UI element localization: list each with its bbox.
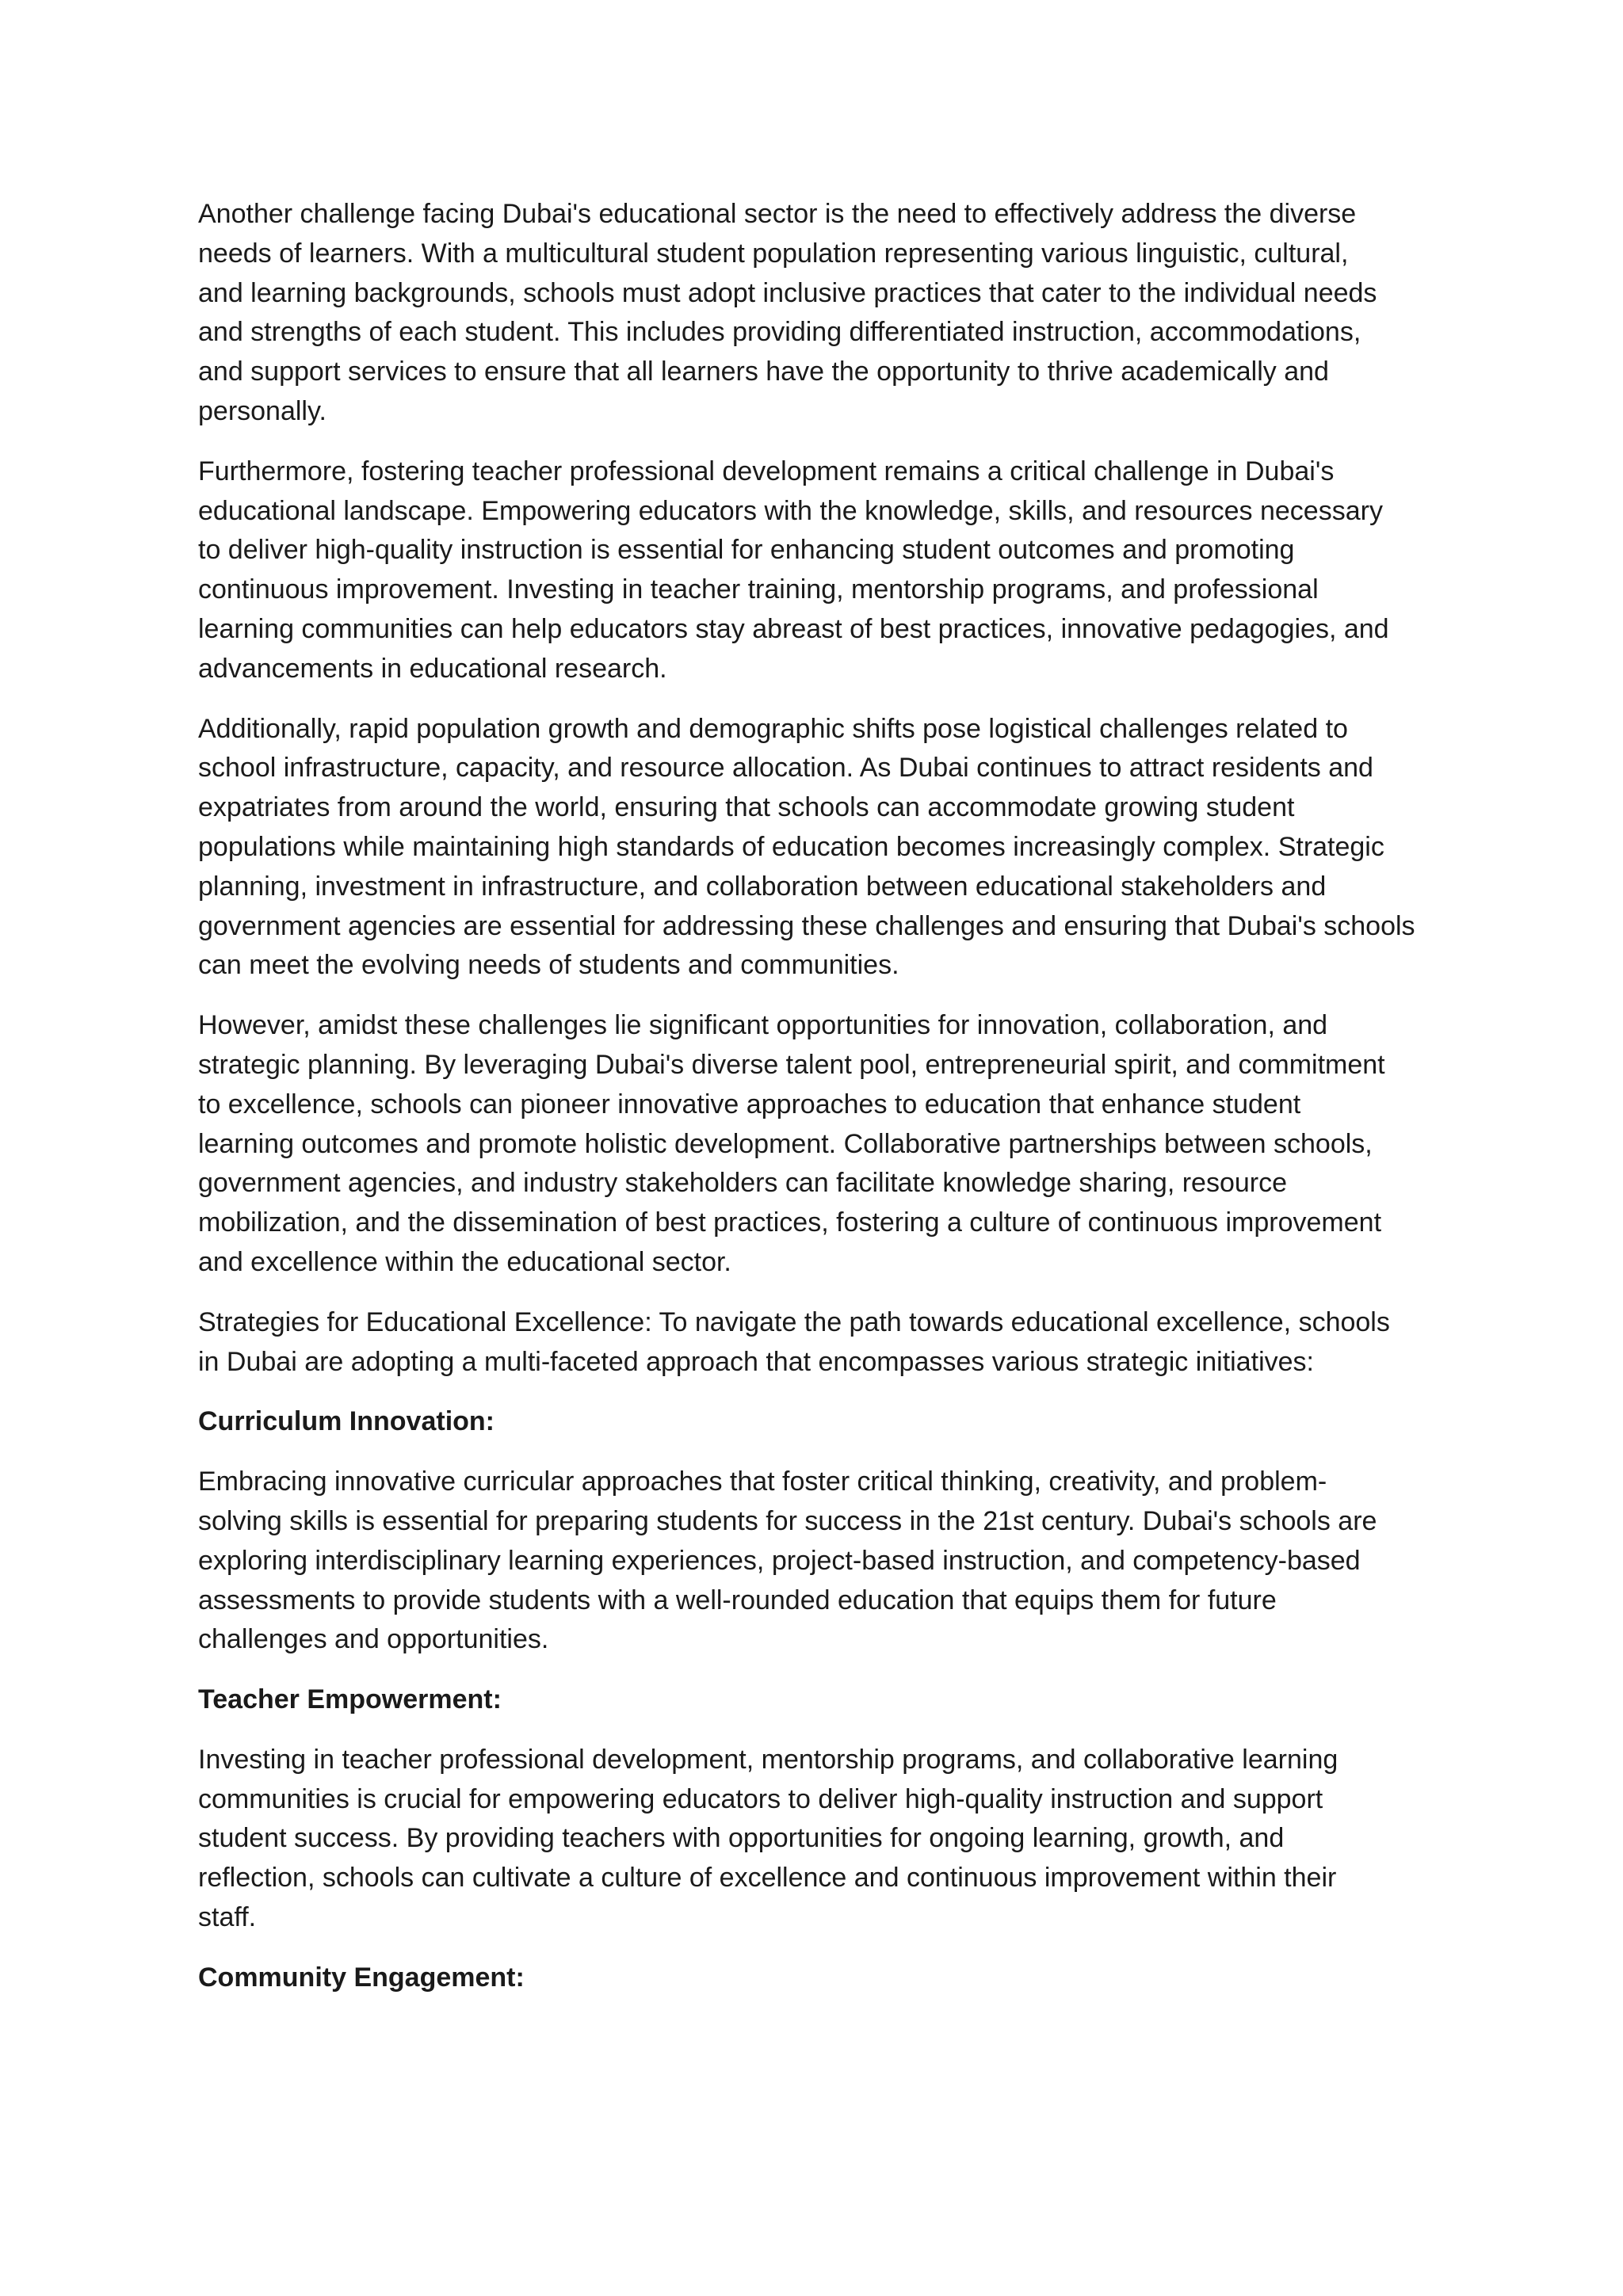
text-line: Embracing innovative curricular approaches that foster critical thinking, creativity, and problem-: [198, 1466, 1327, 1497]
text-line: learning communities can help educators stay abreast of best practices, innovative pedagogies, and: [198, 613, 1389, 644]
paragraph-teacher-empowerment: [198, 1741, 1442, 1938]
text-line: staff.: [198, 1902, 257, 1933]
text-line: Investing in teacher professional development, mentorship programs, and collaborative learning: [198, 1744, 1338, 1775]
text-line: educational landscape. Empowering educators with the knowledge, skills, and resources necessary: [198, 495, 1383, 526]
text-line: planning, investment in infrastructure, and collaboration between educational stakeholders and: [198, 871, 1327, 902]
text-line: Strategies for Educational Excellence: To navigate the path towards educational excellence, schools: [198, 1306, 1390, 1337]
text-line: learning outcomes and promote holistic development. Collaborative partnerships between schools,: [198, 1128, 1373, 1159]
text-line: student success. By providing teachers with opportunities for ongoing learning, growth, and: [198, 1823, 1285, 1854]
paragraph-curriculum-innovation: [198, 1463, 1442, 1660]
document-body: [198, 195, 1442, 2019]
text-line: communities is crucial for empowering educators to deliver high-quality instruction and support: [198, 1783, 1323, 1814]
paragraph-teacher-development: [198, 452, 1442, 689]
text-line: populations while maintaining high standards of education becomes increasingly complex. Strategic: [198, 831, 1384, 862]
text-line: exploring interdisciplinary learning experiences, project-based instruction, and competency-based: [198, 1545, 1361, 1576]
text-line: Additionally, rapid population growth and demographic shifts pose logistical challenges related to: [198, 713, 1348, 744]
text-line: and excellence within the educational sector.: [198, 1246, 731, 1277]
text-line: in Dubai are adopting a multi-faceted approach that encompasses various strategic initiatives:: [198, 1346, 1314, 1377]
text-line: school infrastructure, capacity, and resource allocation. As Dubai continues to attract residents and: [198, 753, 1373, 784]
text-line: Another challenge facing Dubai's educational sector is the need to effectively address the diverse: [198, 199, 1357, 229]
heading-community-engagement: Community Engagement:: [198, 1962, 525, 1993]
text-line: However, amidst these challenges lie significant opportunities for innovation, collaboration, and: [198, 1010, 1328, 1041]
text-line: solving skills is essential for preparing students for success in the 21st century. Dubai's schools are: [198, 1505, 1377, 1536]
text-line: continuous improvement. Investing in teacher training, mentorship programs, and professional: [198, 574, 1319, 605]
text-line: Furthermore, fostering teacher professional development remains a critical challenge in Dubai's: [198, 456, 1335, 486]
paragraph-population-growth: [198, 710, 1442, 986]
heading-curriculum-innovation: Curriculum Innovation:: [198, 1406, 495, 1437]
text-line: mobilization, and the dissemination of best practices, fostering a culture of continuous improvement: [198, 1207, 1382, 1238]
text-line: to excellence, schools can pioneer innovative approaches to education that enhance student: [198, 1089, 1301, 1119]
heading-teacher-empowerment: Teacher Empowerment:: [198, 1684, 502, 1715]
text-line: personally.: [198, 395, 327, 426]
text-line: strategic planning. By leveraging Dubai's diverse talent pool, entrepreneurial spirit, and commitment: [198, 1049, 1385, 1080]
paragraph-diverse-learners: [198, 195, 1442, 432]
paragraph-opportunities: [198, 1006, 1442, 1283]
text-line: assessments to provide students with a well-rounded education that equips them for future: [198, 1585, 1277, 1615]
text-line: can meet the evolving needs of students and communities.: [198, 950, 899, 981]
text-line: expatriates from around the world, ensuring that schools can accommodate growing student: [198, 792, 1295, 823]
text-line: advancements in educational research.: [198, 653, 667, 684]
text-line: and learning backgrounds, schools must adopt inclusive practices that cater to the individual needs: [198, 277, 1377, 308]
text-line: reflection, schools can cultivate a culture of excellence and continuous improvement within their: [198, 1863, 1337, 1894]
text-line: government agencies, and industry stakeholders can facilitate knowledge sharing, resource: [198, 1168, 1288, 1199]
text-line: and strengths of each student. This includes providing differentiated instruction, accommodations,: [198, 317, 1361, 348]
text-line: needs of learners. With a multicultural student population representing various linguistic, cultural,: [198, 238, 1349, 269]
text-line: government agencies are essential for addressing these challenges and ensuring that Dubai's schools: [198, 910, 1415, 941]
text-line: challenges and opportunities.: [198, 1624, 549, 1655]
text-line: and support services to ensure that all learners have the opportunity to thrive academically and: [198, 357, 1329, 387]
text-line: to deliver high-quality instruction is essential for enhancing student outcomes and promoting: [198, 535, 1295, 566]
paragraph-strategies-intro: [198, 1303, 1442, 1383]
